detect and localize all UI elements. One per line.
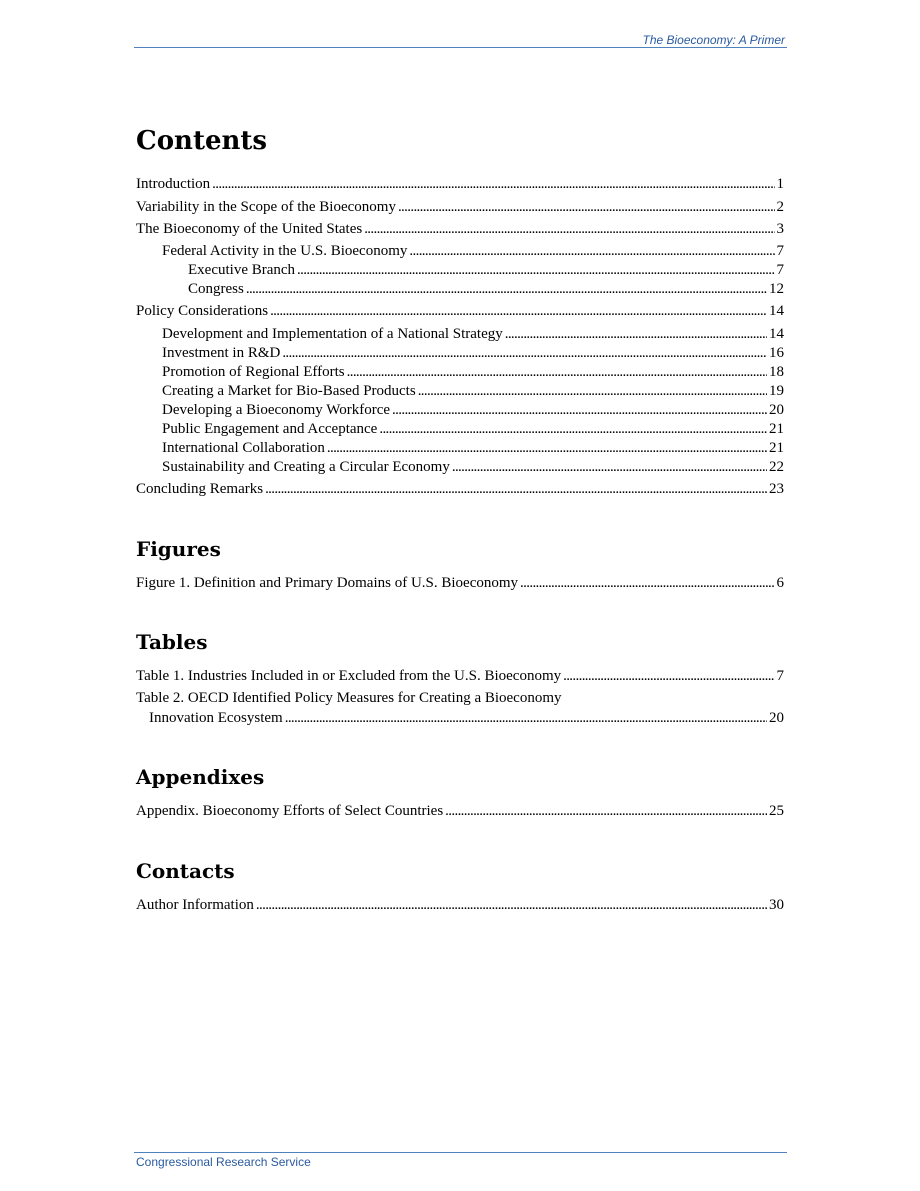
toc-entry-page: 7 — [776, 262, 784, 278]
toc-entry-page: 1 — [776, 176, 784, 192]
toc-entry-page: 18 — [769, 364, 784, 380]
toc-entry-page: 20 — [769, 710, 784, 726]
toc-entry-label: Creating a Market for Bio-Based Products — [162, 383, 416, 399]
toc-entry-label: The Bioeconomy of the United States — [136, 221, 363, 237]
toc-entry-page: 2 — [776, 199, 784, 215]
toc-entry-policy-considerations[interactable] — [136, 302, 784, 320]
dot-leader — [270, 302, 767, 320]
toc-entry-page: 21 — [769, 440, 784, 456]
toc-entry-table-2[interactable] — [136, 689, 784, 727]
dot-leader — [347, 363, 767, 381]
dot-leader — [418, 382, 767, 400]
toc-entry-page: 16 — [769, 345, 784, 361]
dot-leader — [379, 420, 767, 438]
dot-leader — [452, 458, 767, 476]
toc-entry-label: Policy Considerations — [136, 303, 269, 319]
toc-entry-label: Federal Activity in the U.S. Bioeconomy — [162, 243, 408, 259]
header-rule — [134, 47, 787, 48]
toc-entry-page: 12 — [769, 281, 784, 297]
toc-entry-page: 21 — [769, 421, 784, 437]
toc-entry-label: Appendix. Bioeconomy Efforts of Select Countries — [136, 803, 444, 819]
dot-leader — [364, 220, 774, 238]
dot-leader — [392, 401, 767, 419]
footer-rule — [134, 1152, 787, 1153]
dot-leader — [282, 344, 767, 362]
toc-entry-national-strategy[interactable] — [136, 325, 784, 343]
toc-entry-congress[interactable] — [136, 280, 784, 298]
toc-entry-page: 7 — [776, 243, 784, 259]
contents-heading: Contents — [136, 126, 268, 156]
toc-entry-label: Congress — [188, 281, 244, 297]
toc-entry-sustainability[interactable] — [136, 458, 784, 476]
running-header: The Bioeconomy: A Primer — [642, 33, 785, 47]
dot-leader — [285, 709, 767, 727]
toc-entry-label: Figure 1. Definition and Primary Domains of U.S. Bioeconomy — [136, 575, 519, 591]
toc-entry-label: Introduction — [136, 176, 211, 192]
toc-entry-label: Promotion of Regional Efforts — [162, 364, 345, 380]
toc-entry-executive-branch[interactable] — [136, 261, 784, 279]
figures-heading: Figures — [136, 537, 221, 561]
toc-entry-page: 14 — [769, 303, 784, 319]
toc-entry-federal-activity[interactable] — [136, 242, 784, 260]
dot-leader — [265, 480, 767, 498]
toc-entry-page: 20 — [769, 402, 784, 418]
toc-entry-regional-efforts[interactable] — [136, 363, 784, 381]
dot-leader — [256, 896, 767, 914]
toc-entry-page: 30 — [769, 897, 784, 913]
toc-entry-label: International Collaboration — [162, 440, 325, 456]
toc-entry-us-bioeconomy[interactable] — [136, 220, 784, 238]
toc-entry-page: 3 — [776, 221, 784, 237]
tables-heading: Tables — [136, 630, 208, 654]
toc-entry-page: 19 — [769, 383, 784, 399]
dot-leader — [520, 574, 774, 592]
toc-entry-label: Developing a Bioeconomy Workforce — [162, 402, 391, 418]
toc-entry-page: 6 — [776, 575, 784, 591]
toc-entry-label: Public Engagement and Acceptance — [162, 421, 378, 437]
toc-entry-international-collaboration[interactable] — [136, 439, 784, 457]
toc-entry-label: Variability in the Scope of the Bioeconomy — [136, 199, 396, 215]
toc-entry-author-information[interactable] — [136, 896, 784, 914]
dot-leader — [297, 261, 774, 279]
dot-leader — [505, 325, 767, 343]
running-footer: Congressional Research Service — [136, 1155, 311, 1169]
toc-entry-table-1[interactable] — [136, 667, 784, 685]
dot-leader — [246, 280, 767, 298]
appendixes-heading: Appendixes — [136, 765, 265, 789]
toc-entry-page: 23 — [769, 481, 784, 497]
toc-entry-workforce[interactable] — [136, 401, 784, 419]
dot-leader — [445, 802, 767, 820]
toc-entry-label-line1: Table 2. OECD Identified Policy Measures for Creating a Bioeconomy — [136, 690, 562, 706]
toc-entry-label: Sustainability and Creating a Circular Economy — [162, 459, 450, 475]
toc-entry-page: 22 — [769, 459, 784, 475]
dot-leader — [563, 667, 774, 685]
toc-entry-label: Investment in R&D — [162, 345, 281, 361]
toc-entry-label: Executive Branch — [188, 262, 296, 278]
dot-leader — [327, 439, 767, 457]
toc-entry-figure-1[interactable] — [136, 574, 784, 592]
toc-entry-appendix[interactable] — [136, 802, 784, 820]
toc-entry-label-line2: Innovation Ecosystem — [149, 710, 283, 726]
toc-entry-introduction[interactable] — [136, 175, 784, 193]
dot-leader — [398, 198, 775, 216]
dot-leader — [212, 175, 774, 193]
toc-entry-concluding-remarks[interactable] — [136, 480, 784, 498]
toc-entry-label: Author Information — [136, 897, 254, 913]
toc-entry-investment-rd[interactable] — [136, 344, 784, 362]
toc-entry-page: 14 — [769, 326, 784, 342]
toc-entry-label: Table 1. Industries Included in or Excluded from the U.S. Bioeconomy — [136, 668, 562, 684]
toc-entry-page: 25 — [769, 803, 784, 819]
toc-entry-public-engagement[interactable] — [136, 420, 784, 438]
contacts-heading: Contacts — [136, 859, 235, 883]
toc-entry-bio-based-market[interactable] — [136, 382, 784, 400]
toc-entry-label: Development and Implementation of a National Strategy — [162, 326, 503, 342]
dot-leader — [409, 242, 774, 260]
toc-entry-label: Concluding Remarks — [136, 481, 264, 497]
toc-entry-variability[interactable] — [136, 198, 784, 216]
toc-entry-page: 7 — [776, 668, 784, 684]
